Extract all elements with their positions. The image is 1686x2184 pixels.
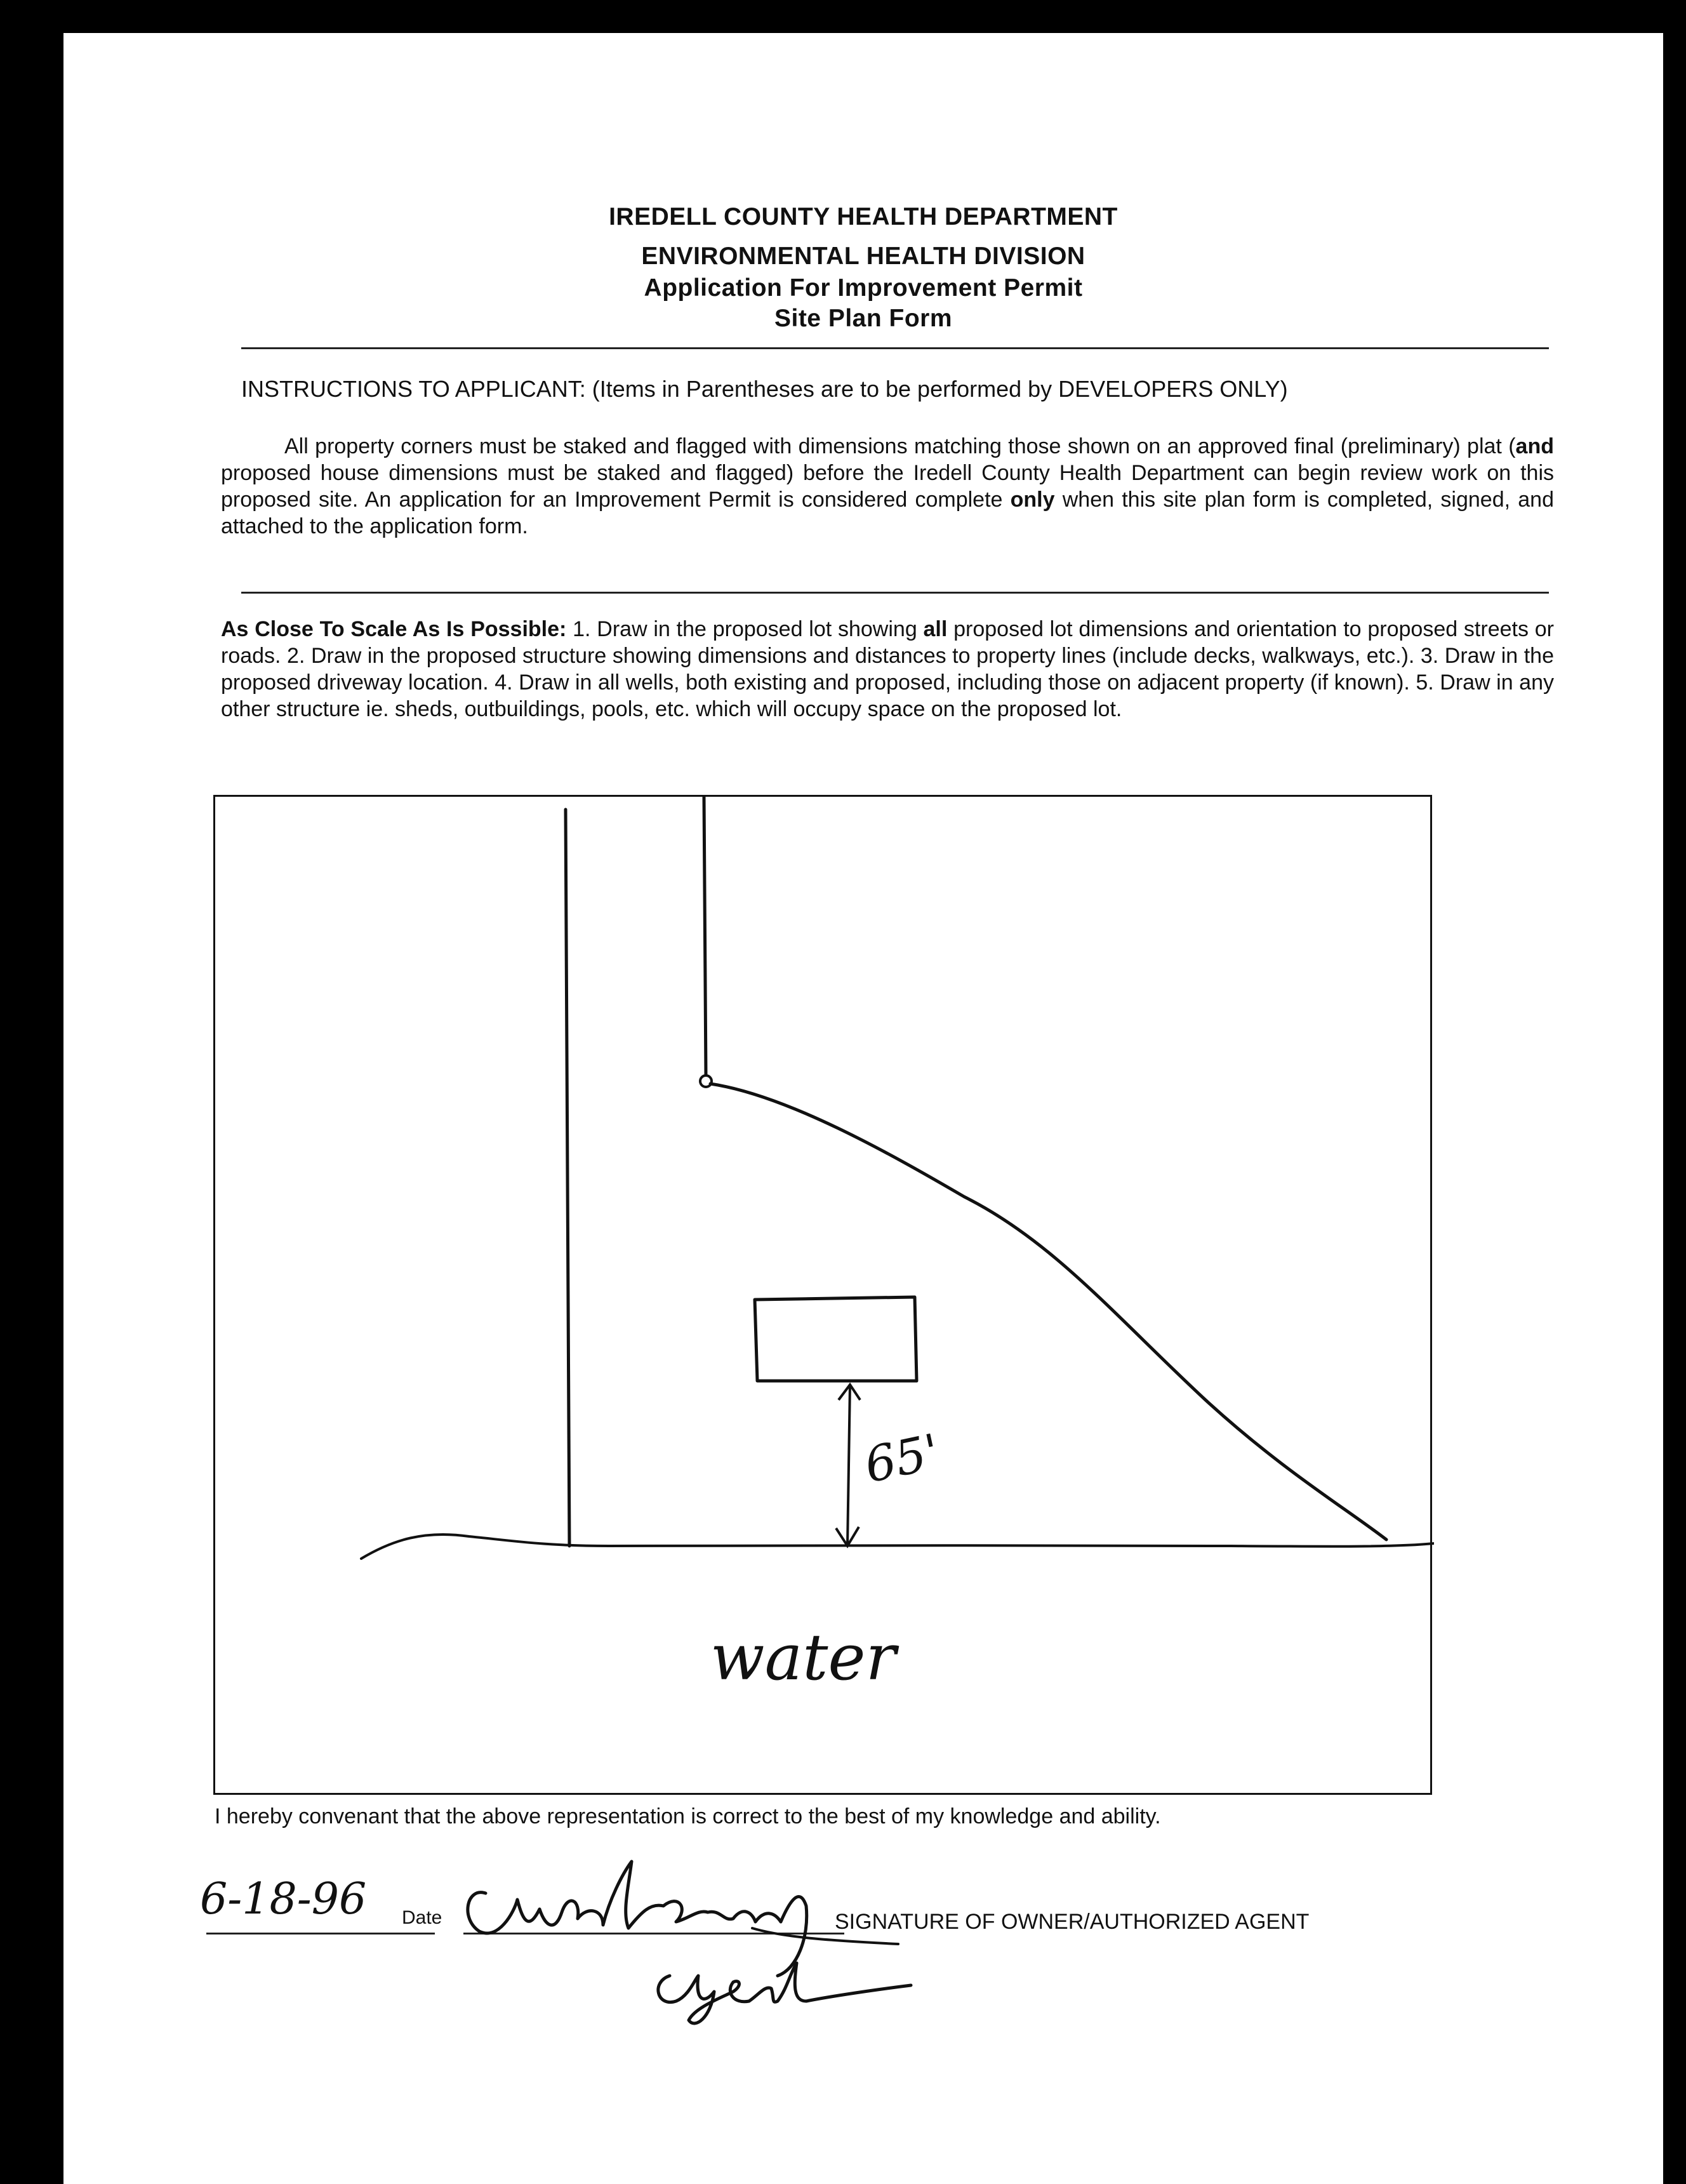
property-line-left (566, 809, 569, 1546)
shoreline (361, 1535, 1434, 1559)
department-title: IREDELL COUNTY HEALTH DEPARTMENT (609, 203, 1118, 230)
divider-top (241, 347, 1549, 349)
instructions-paragraph: All property corners must be staked and flagged with dimensions matching those shown on an approved final (preliminary) plat (and proposed house dimensions must be staked and flagged) before the Iredell County Health Department can begin review work on this proposed site. An application for an Improvement Permit is considered complete only when this site plan form is completed, signed, and attached to the application form. (221, 434, 1554, 538)
site-plan-form-page (63, 33, 1663, 2184)
form-subtitle: Site Plan Form (774, 305, 953, 332)
distance-label: 65' (860, 1423, 945, 1494)
site-plan-sketch (215, 797, 1434, 1797)
date-label: Date (402, 1907, 442, 1928)
signature-label: SIGNATURE OF OWNER/AUTHORIZED AGENT (835, 1910, 1310, 1934)
instructions-title: INSTRUCTIONS TO APPLICANT: (Items in Parentheses are to be performed by DEVELOPERS ONLY) (241, 376, 1288, 402)
divider-middle (241, 592, 1549, 594)
property-line-right (704, 797, 706, 1076)
water-label: water (710, 1620, 896, 1695)
form-title: Application For Improvement Permit (644, 274, 1083, 302)
distance-arrow-line (847, 1385, 850, 1546)
division-title: ENVIRONMENTAL HEALTH DIVISION (641, 243, 1085, 270)
lot-boundary-curve (710, 1084, 1386, 1540)
site-plan-drawing-area (213, 795, 1432, 1795)
scale-instructions-paragraph: As Close To Scale As Is Possible: 1. Draw in the proposed lot showing all proposed lot dimensions and orientation to proposed streets or roads. 2. Draw in the proposed structure showing dimensions and distances to property lines (include decks, walkways, etc.). 3. Draw in the proposed driveway location. 4. Draw in all wells, both existing and proposed, including those on adjacent property (if known). 5. Draw in any other structure ie. sheds, outbuildings, pools, etc. which will occupy space on the proposed lot. (221, 617, 1554, 721)
date-value: 6-18-96 (200, 1874, 367, 1924)
date-underline (206, 1933, 435, 1934)
signature-row (200, 1874, 1533, 2027)
proposed-structure (755, 1297, 917, 1381)
certification-statement: I hereby convenant that the above representation is correct to the best of my knowledge and ability. (215, 1804, 1161, 1828)
handwritten-signature (454, 1849, 936, 2033)
